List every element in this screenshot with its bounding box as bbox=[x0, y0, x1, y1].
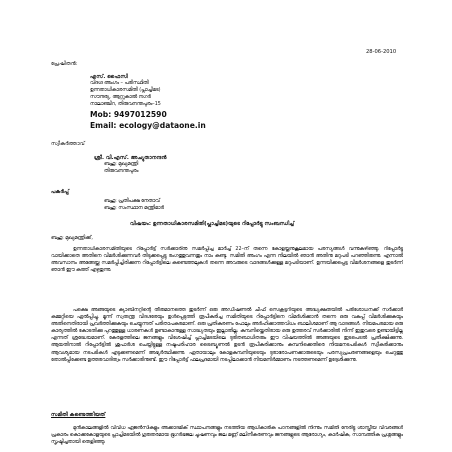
sender-designation: വിദഗ്ദ അംഗം – പരിസ്ഥിതി bbox=[90, 81, 149, 86]
sender-name: എസ്. ഫൈസി bbox=[90, 74, 128, 80]
copy-recipient-1: ബഹു: പ്രതിപക്ഷ നേതാവ് bbox=[104, 199, 160, 204]
recipient-place: തിരുവനന്തപുരം bbox=[104, 169, 139, 174]
copy-recipient-2: ബഹു: സംസ്ഥാന മന്ത്രിമാർ bbox=[104, 206, 164, 211]
sender-address-line-2: നാലാഞ്ചിറ, തിരുവനന്തപുരം–15 bbox=[90, 102, 161, 107]
recipient-label: സ്വീകർത്താവ് bbox=[51, 141, 85, 147]
sender-committee: ഉന്നതാധികാരസമിതി (പ്ലാച്ചിമട) bbox=[90, 88, 161, 93]
letter-date: 28-06-2010 bbox=[366, 49, 397, 55]
copy-label: പകർപ്പ് bbox=[51, 189, 69, 195]
salutation: ബഹു: മുഖ്യമന്ത്രിക്ക്, bbox=[51, 236, 93, 241]
sender-mobile: Mob: 9497012590 bbox=[90, 110, 167, 119]
body-paragraph-1 bbox=[51, 246, 403, 303]
body-paragraph-1-text: ഉന്നതാധികാരസമിതിയുടെ റിപ്പോർട്ട് സർക്കാരിനു സമർപ്പിച്ച മാർച്ച് 22–ന് തന്നെ കോളയ്ക്കനുകൂലമായ പരസ്യങ്ങൾ വന്നുകഴിഞ്ഞു. റിപ്പോർട്ടു വായിക്കാതെ അതിനെ വിമർശിക്കുന്നവർ തിടുക്കപ്പെട്ടു രംഗത്തുവന്നതും നാം കണ്ടു. സമിതി അംഗം എന്ന നിലയിൽ ഞാൻ അതിനു മറുപടി പറഞ്ഞിരുന്നു. എന്നാൽ അവസാനം അങ്ങേയ്ക്കു സമർപ്പിച്ചിരിക്കുന്ന റിപ്പോർട്ടിലെ കണ്ടെത്തലുകൾ തന്നെ അവരുടെ വാദങ്ങൾക്കുള്ള മറുപടിയാണ്. ഉന്നയിക്കപ്പെട്ട വിമർശനങ്ങളെ തുടർന്ന് ഞാൻ ഈ കത്ത് എഴുതുന്നു. bbox=[51, 247, 403, 274]
recipient-title: ബഹു: മുഖ്യമന്ത്രി bbox=[104, 162, 139, 167]
body-paragraph-2 bbox=[51, 307, 403, 407]
sender-email: Email: ecology@dataone.in bbox=[90, 121, 206, 130]
subject-line: വിഷയം: ഉന്നതാധികാരസമിതി(പ്ലാച്ചിമട)യുടെ റിപ്പോർട്ടു സംബന്ധിച്ച് bbox=[130, 221, 295, 227]
section-paragraph bbox=[51, 425, 403, 452]
sender-label: പ്രേഷിതൻ: bbox=[51, 61, 78, 67]
recipient-name: ശ്രീ. വി.എസ്. അച്യുതാനന്ദൻ bbox=[94, 155, 167, 161]
section-paragraph-text: മുൻകാലങ്ങളിൽ വിവിധ ഏജൻസികളും അക്കാദമിക് സ്ഥാപനങ്ങളും നടത്തിയ ആധികാരിക പഠനങ്ങളിൽ നിന്നും സമിതി നേരിട്ടു ശാസ്ത്രീയ വിവരങ്ങൾ പ്രകാരം കൊക്കകോളയുടെ പ്ലാച്ചിമടയിൽ ഗുരുതരമായ ഭൂഗർഭജല ചൂഷണവും ജല മണ്ണ് മലിനീകരണവും ജനങ്ങളുടെ ആരോഗ്യം, കാർഷിക, സാമ്പത്തിക പ്രശ്നങ്ങളും സൃഷ്ടിച്ചതായി തെളിഞ്ഞു. bbox=[51, 426, 403, 446]
section-heading: സമിതി കണ്ടെത്തിയത് bbox=[51, 412, 106, 418]
sender-address-line-1: സൗന്ദര്യ, ആറ്റുകാൽ നഗർ bbox=[90, 95, 151, 100]
body-paragraph-2-text: പക്ഷെ അങ്ങയുടെ ക്യാബിനറ്റിന്റെ തീരുമാനത്തെ തുടർന്ന് ഒരു അഡീഷണൽ ചീഫ് സെക്രട്ടറിയുടെ അദ്ധ്യക്ഷതയിൽ പരിശോധനക്ക് സർക്കാർ കമ്മറ്റിയെ ഏൽപ്പിച്ചു. മൂന്ന് സ്വതന്ത്ര വിദഗ്ദരേയും ഉൾപ്പെടുത്തി രൂപീകരിച്ച സമിതിയുടെ റിപ്പോർട്ടിനെ വിമർശിക്കാൻ തന്നെ ഒരു വകുപ്പ് വിമർശിക്കുകയും അതിനെതിരായി പ്രവർത്തിക്കുകയും ചെയ്യുന്നത് പരിതാപകരമാണ്. ഒരു പ്രതികരണം പോലും അർഹിക്കാത്തവിധം ബാലിശമാണ് ആ വാദങ്ങൾ. നിയമപരമായ ഒരു കാര്യത്തിൽ കോടതിക്കു പുറത്തുള്ള ധാരണകൾ ഉണ്ടാകാനുള്ള സാദ്ധ്യതയും ഇല്ലാതില്ല. കമ്പനിയ്ക്കെതിരായ ഒരു ഉത്തരവ് സർക്കാരിൽ നിന്ന് ഇതുവരെ ഉണ്ടായിട്ടില്ല എന്നത് ശ്രദ്ധേയമാണ്. കേരളത്തിലെ ജനങ്ങളും വിശേഷിച്ച് പ്ലാച്ചിമടയിലെ ദുരിതബാധിതരും ഈ വിഷയത്തിൽ അങ്ങയുടെ ഇടപെടൽ പ്രതീക്ഷിക്കുന്നു. ആയതിനാൽ റിപ്പോർട്ടിൽ ശുപാർശ ചെയ്തിട്ടുള്ള നഷ്ടപരിഹാര ട്രൈബ്യൂണൽ ഉടൻ രൂപീകരിക്കാനും കമ്പനിക്കെതിരെ നിയമനടപടികൾ സ്വീകരിക്കാനും ആവശ്യമായ നടപടികൾ എടുക്കണമെന്ന് അഭ്യർത്ഥിക്കുന്നു. ഏതായാലും കോളകമ്പനിയുടെയും ദുരാരോപണക്കാരുടെയും പരസ്യപ്രചരണങ്ങളെയും ചെറുത്തു തോൽപ്പിക്കേണ്ട ഉത്തരവാദിത്വം സർക്കാരിനുണ്ട്. ഈ റിപ്പോർട്ട് ഫലപ്രദമായി നടപ്പിലാക്കാൻ നിയമനിർമ്മാണം നടത്തണമെന്ന് ഉദ്ദേശിക്കുന്നു. bbox=[51, 308, 403, 363]
